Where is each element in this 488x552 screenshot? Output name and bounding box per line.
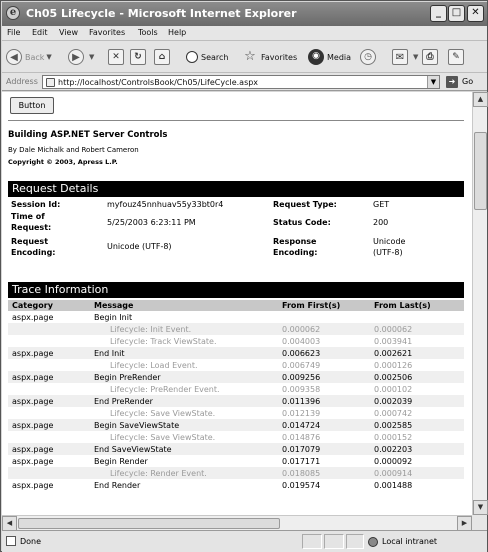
maximize-button[interactable]: □ [448,5,465,22]
page-viewport [2,92,472,515]
trace-from-last: 0.000742 [374,408,413,418]
trace-row [8,407,464,419]
trace-message: Begin Init [94,312,133,322]
edit-button[interactable] [448,47,467,67]
trace-from-last: 0.000092 [374,456,413,466]
trace-from-last: 0.002039 [370,395,464,407]
trace-from-last [370,311,464,323]
intranet-zone-icon [368,537,378,547]
go-arrow-icon[interactable]: ➜ [446,76,458,88]
trace-from-first: 0.012139 [282,408,321,418]
search-button[interactable] [186,47,228,67]
trace-from-last: 0.002506 [370,371,464,383]
trace-from-first: 0.017171 [282,456,321,466]
trace-row [8,419,464,431]
page-done-icon [6,536,16,546]
status-code-value: 200 [373,218,389,227]
trace-from-last: 0.000062 [370,323,464,335]
address-bar [2,73,487,91]
search-label: Search [201,52,229,62]
minimize-button[interactable]: _ [430,5,447,22]
menu-bar [2,26,487,41]
ie-page-icon: e [6,6,20,20]
media-icon: ◉ [308,49,324,65]
title-bar [2,2,487,26]
horizontal-scrollbar[interactable] [2,515,472,530]
stop-button[interactable] [108,47,127,67]
trace-message: Lifecycle: Render Event. [90,467,278,479]
favorites-label: Favorites [261,52,298,62]
trace-message: Lifecycle: Save ViewState. [110,432,216,442]
trace-from-first: 0.011396 [278,395,370,407]
trace-row [8,371,464,383]
stop-icon: ✕ [108,49,124,65]
go-button[interactable]: Go [462,77,474,86]
trace-from-last: 0.001488 [374,480,413,490]
trace-message: Lifecycle: Load Event. [110,360,198,370]
scroll-left-icon[interactable]: ◀ [2,516,17,531]
horizontal-rule [8,120,464,121]
trace-from-last: 0.000152 [374,432,413,442]
trace-category: aspx.page [8,347,90,359]
status-code-label: Status Code: [273,218,331,227]
trace-from-first: 0.009358 [282,384,321,394]
trace-from-first: 0.014724 [278,419,370,431]
toolbar [2,41,487,73]
media-label: Media [327,52,352,62]
trace-message: Begin PreRender [90,371,278,383]
close-button[interactable]: ✕ [467,5,484,22]
mail-button[interactable] [392,47,418,67]
trace-category [8,323,90,335]
trace-row [8,323,464,335]
trace-category: aspx.page [8,395,90,407]
trace-message: End Render [94,480,141,490]
scroll-up-icon[interactable]: ▲ [473,92,488,107]
status-bar [2,530,487,552]
trace-from-first: 0.019574 [282,480,321,490]
trace-category [8,407,90,419]
trace-category: aspx.page [8,419,90,431]
book-title: Building ASP.NET Server Controls [8,130,168,140]
horizontal-scrollbar-thumb[interactable] [18,518,280,529]
menu-view[interactable]: View [59,28,78,37]
request-encoding-label-line1: Request [11,237,49,246]
trace-header-row [8,300,464,311]
chevron-down-icon: ▼ [413,53,419,61]
menu-file[interactable]: File [7,28,21,37]
trace-from-first: 0.006749 [282,360,321,370]
status-pane [324,534,344,549]
book-copyright: Copyright © 2003, Apress L.P. [8,158,118,166]
session-id-value: myfouz45nnhuav55y33bt0r4 [107,200,224,209]
history-button[interactable] [360,47,379,67]
request-encoding-value: Unicode (UTF-8) [107,242,172,251]
request-encoding-label-line2: Encoding: [11,248,56,257]
address-label: Address [6,77,38,86]
trace-from-first [278,311,370,323]
page-button[interactable]: Button [10,97,54,114]
trace-from-first: 0.009256 [278,371,370,383]
time-label-line1: Time of [11,212,45,221]
trace-category: aspx.page [8,371,90,383]
trace-category [8,359,90,371]
book-authors: By Dale Michalk and Robert Cameron [8,146,139,154]
vertical-scrollbar[interactable] [472,92,487,515]
star-icon: ☆ [244,49,256,64]
history-icon: ◷ [360,49,376,65]
trace-from-first: 0.017079 [278,443,370,455]
page-icon [46,78,55,87]
trace-row [8,455,464,467]
column-header-from-last: From Last(s) [370,300,464,311]
address-input[interactable] [42,75,440,89]
menu-help[interactable]: Help [168,28,187,37]
trace-body [8,311,464,491]
trace-row [8,311,464,323]
trace-message: Lifecycle: Init Event. [90,323,278,335]
favorites-button[interactable] [242,47,297,67]
trace-from-last: 0.002621 [370,347,464,359]
search-icon [186,51,198,63]
trace-from-last: 0.000102 [374,384,413,394]
back-button[interactable] [6,47,52,67]
status-pane [302,534,322,549]
trace-message: Begin Render [94,456,148,466]
trace-from-first: 0.014876 [282,432,321,442]
trace-from-last: 0.000914 [370,467,464,479]
response-encoding-label-line1: Response [273,237,317,246]
response-encoding-value-line2: (UTF-8) [373,248,403,257]
menu-favorites[interactable]: Favorites [89,28,126,37]
chevron-down-icon: ▼ [46,53,52,61]
trace-from-last: 0.003941 [374,336,413,346]
request-details-heading: Request Details [8,181,464,197]
trace-row [8,443,464,455]
home-button[interactable] [154,47,173,67]
trace-row [8,335,464,347]
menu-edit[interactable]: Edit [32,28,48,37]
trace-message: End Init [90,347,278,359]
column-header-from-first: From First(s) [278,300,370,311]
media-button[interactable] [308,47,351,67]
trace-message: Lifecycle: Save ViewState. [110,408,216,418]
trace-message: Lifecycle: PreRender Event. [110,384,220,394]
trace-message: End SaveViewState [90,443,278,455]
trace-category: aspx.page [8,443,90,455]
trace-row [8,431,464,443]
trace-from-first: 0.000062 [278,323,370,335]
trace-information-heading: Trace Information [8,282,464,298]
trace-category [8,467,90,479]
trace-table [8,300,464,491]
request-type-label: Request Type: [273,200,337,209]
trace-message: End PreRender [90,395,278,407]
scrollbar-thumb[interactable] [474,132,487,210]
trace-from-first: 0.004003 [282,336,321,346]
trace-from-first: 0.006623 [278,347,370,359]
trace-category: aspx.page [12,312,54,322]
trace-category [8,431,90,443]
session-id-label: Session Id: [11,200,61,209]
window-title: Ch05 Lifecycle - Microsoft Internet Explorer [26,7,297,20]
status-text: Done [20,537,42,546]
forward-button[interactable] [68,47,94,67]
trace-message: Begin SaveViewState [90,419,278,431]
trace-row [8,383,464,395]
trace-row [8,395,464,407]
trace-row [8,347,464,359]
refresh-button[interactable] [130,47,149,67]
request-type-value: GET [373,200,390,209]
printer-icon: ⎙ [422,49,438,65]
trace-from-last: 0.002203 [370,443,464,455]
security-zone: Local intranet [382,537,438,546]
back-arrow-icon: ◀ [6,49,22,65]
trace-row [8,479,464,491]
column-header-message: Message [90,300,278,311]
trace-category [8,383,90,395]
chevron-down-icon: ▼ [89,53,95,61]
trace-message: Lifecycle: Track ViewState. [110,336,217,346]
mail-icon: ✉ [392,49,408,65]
trace-category: aspx.page [12,456,54,466]
back-label: Back [25,52,45,62]
trace-category: aspx.page [12,480,54,490]
response-encoding-value-line1: Unicode [373,237,406,246]
scroll-down-icon[interactable]: ▼ [473,500,488,515]
trace-from-last: 0.002585 [370,419,464,431]
menu-tools[interactable]: Tools [138,28,158,37]
chevron-down-icon[interactable]: ▼ [427,76,439,88]
scrollbar-corner [472,515,487,530]
time-value: 5/25/2003 6:23:11 PM [107,218,196,227]
column-header-category: Category [8,300,90,311]
refresh-icon: ↻ [130,49,146,65]
trace-row [8,467,464,479]
response-encoding-label-line2: Encoding: [273,248,318,257]
forward-arrow-icon: ▶ [68,49,84,65]
home-icon: ⌂ [154,49,170,65]
trace-from-first: 0.018085 [278,467,370,479]
address-url: http://localhost/ControlsBook/Ch05/LifeCycle.aspx [58,78,259,87]
trace-row [8,359,464,371]
trace-category [8,335,90,347]
scroll-right-icon[interactable]: ▶ [457,516,472,531]
edit-icon: ✎ [448,49,464,65]
status-pane [346,534,364,549]
trace-from-last: 0.000126 [374,360,413,370]
print-button[interactable] [422,47,441,67]
time-label-line2: Request: [11,223,52,232]
